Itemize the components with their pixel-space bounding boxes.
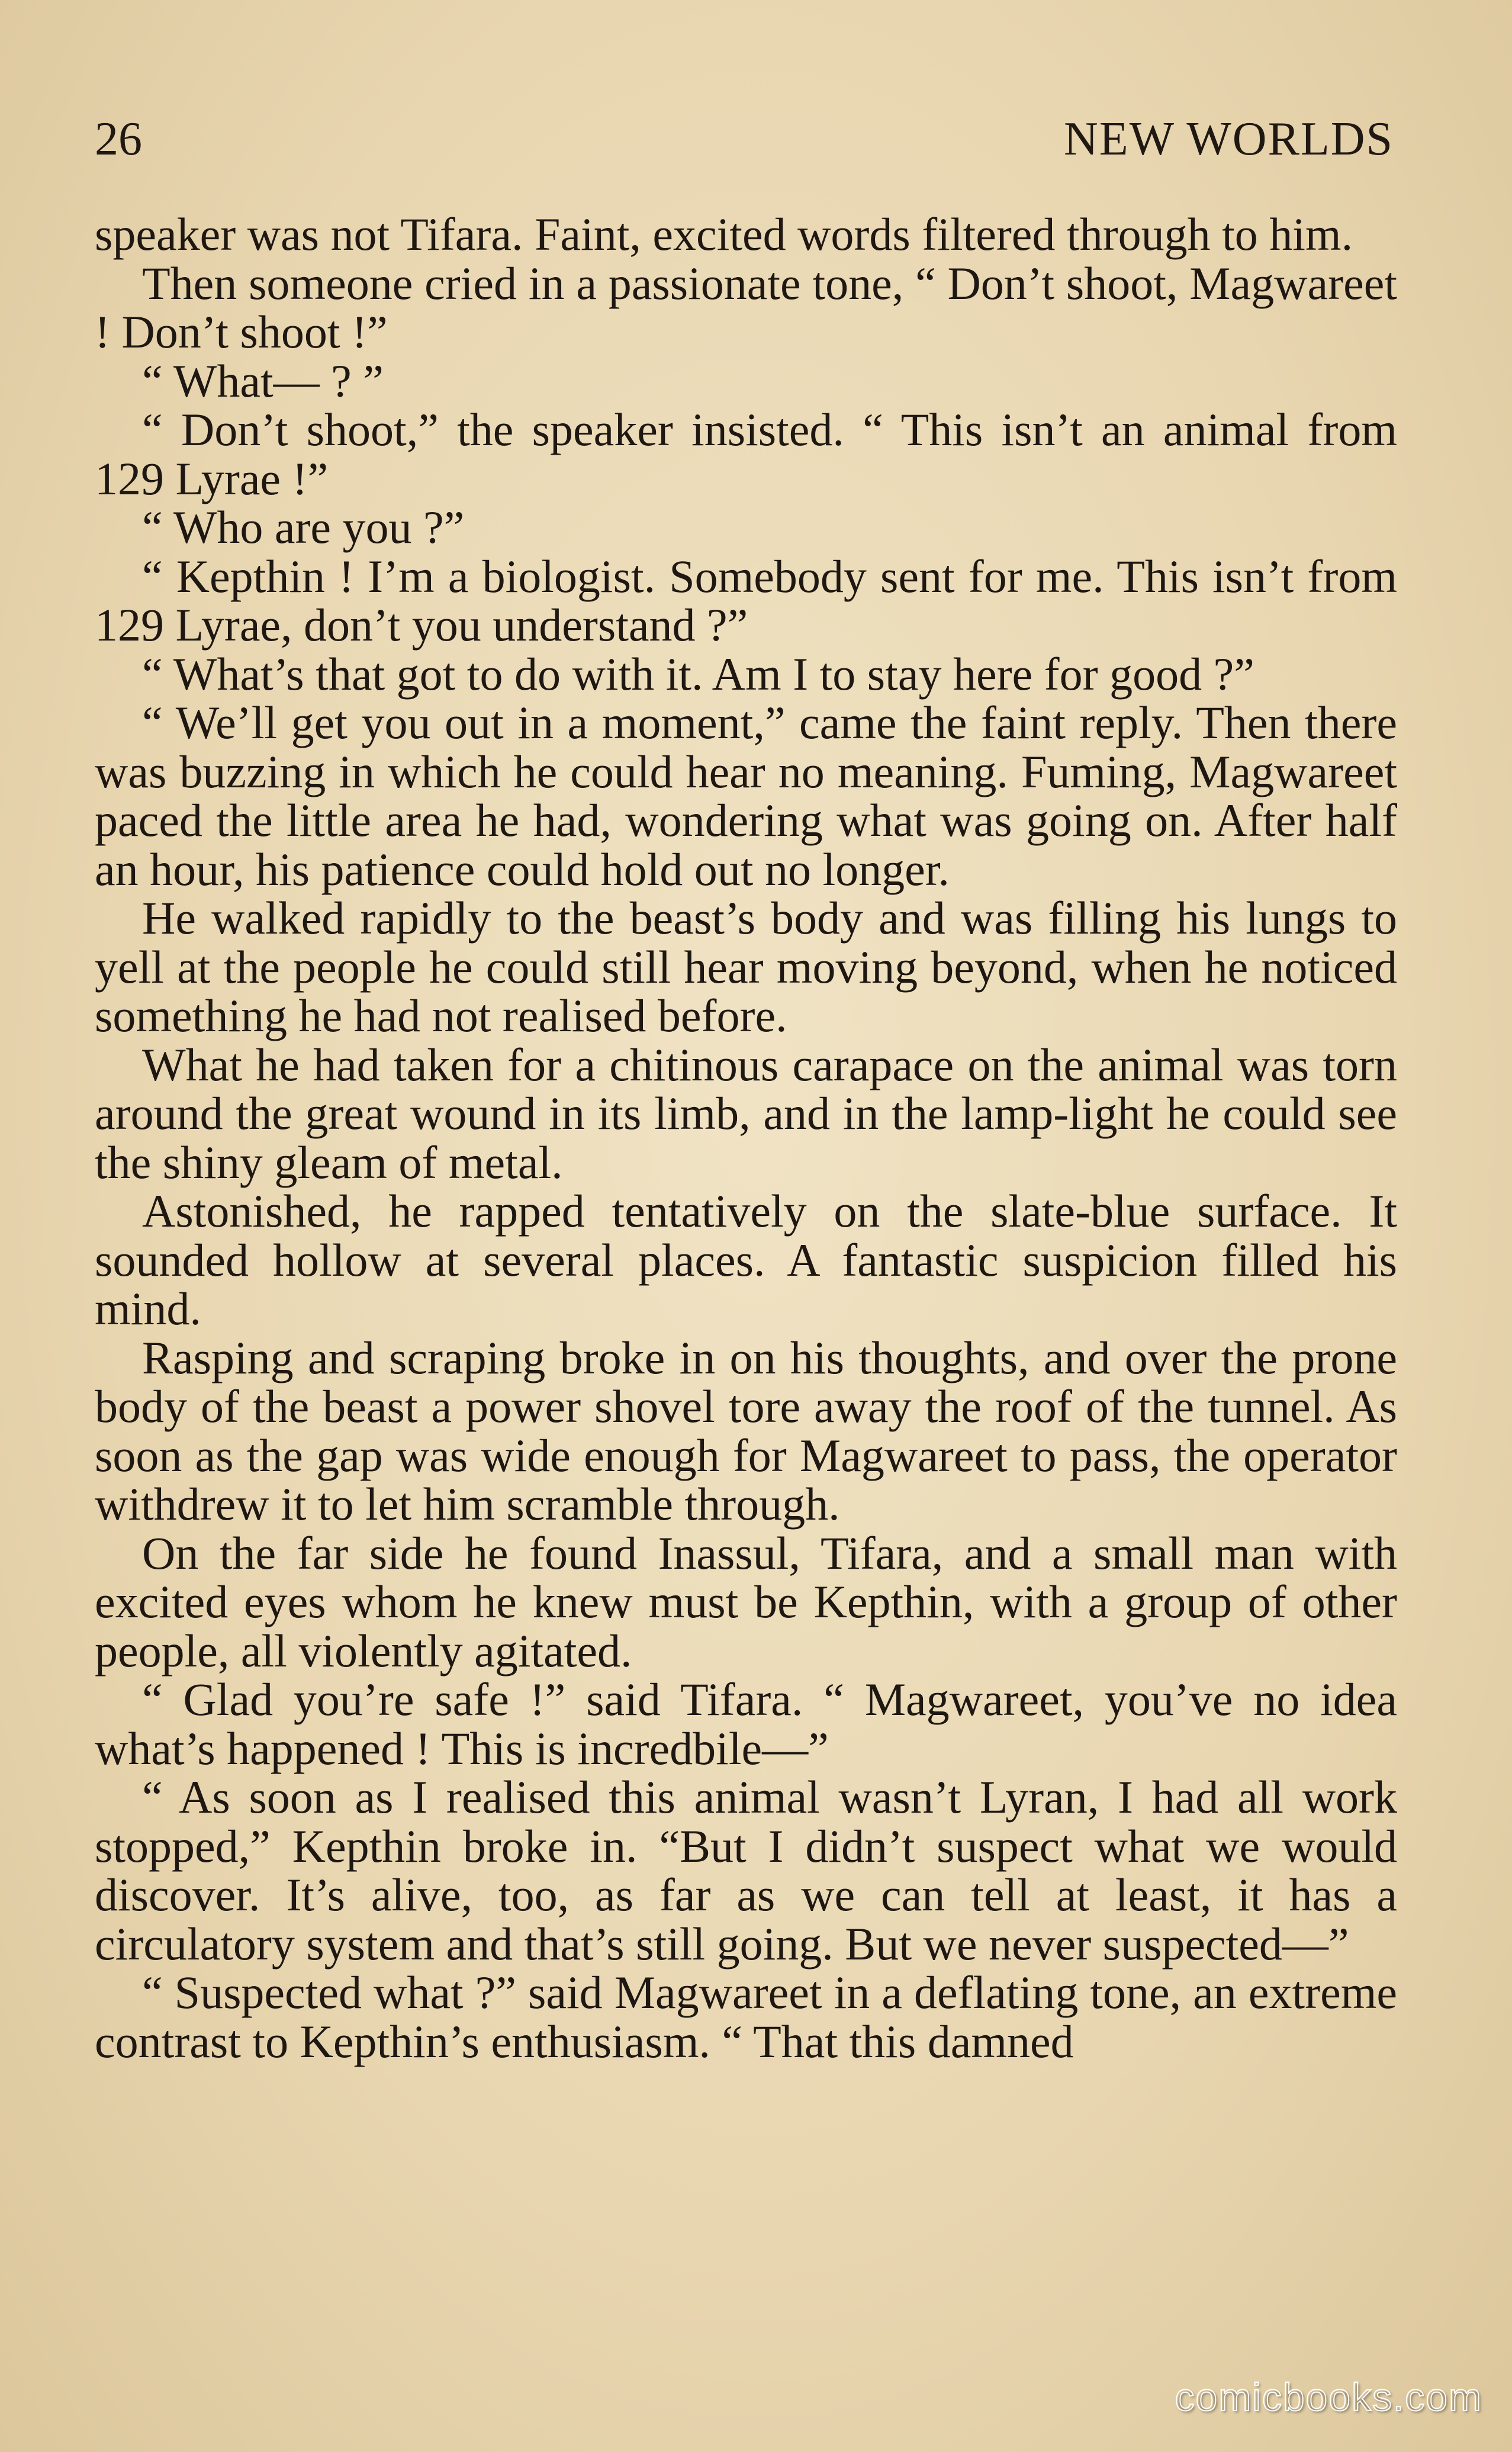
paragraph: “ As soon as I realised this animal wasn’t Lyran, I had all work stopped,” Kepthin broke in. “But I didn’t suspect what we would discover. It’s alive, too, as far as we can tell at least, it has a circulatory system and that’s still going. But we never suspected—” xyxy=(95,1771,1397,1970)
paragraph: speaker was not Tifara. Faint, excited words filtered through to him. xyxy=(95,208,1353,260)
paragraph: “ We’ll get you out in a moment,” came the faint reply. Then there was buzzing in which he could hear no meaning. Fuming, Magwareet paced the little area he had, wondering what was going on. After half an hour, his patience could hold out no longer. xyxy=(95,697,1397,895)
paragraph: On the far side he found Inassul, Tifara, and a small man with excited eyes whom he knew must be Kepthin, with a group of other people, all violently agitated. xyxy=(95,1527,1397,1677)
page-number: 26 xyxy=(95,113,142,165)
paragraph: Rasping and scraping broke in on his thoughts, and over the prone body of the beast a power shovel tore away the roof of the tunnel. As soon as the gap was wide enough for Magwareet to pass, the operator withdrew it to let him scramble through. xyxy=(95,1331,1397,1530)
paragraph: “ Don’t shoot,” the speaker insisted. “ This isn’t an animal from 129 Lyrae !” xyxy=(95,404,1397,504)
running-head: NEW WORLDS xyxy=(1063,113,1394,165)
paragraph: “ Kepthin ! I’m a biologist. Somebody sent for me. This isn’t from 129 Lyrae, don’t you understand ?” xyxy=(95,550,1397,651)
paragraph: “ What’s that got to do with it. Am I to stay here for good ?” xyxy=(142,648,1254,700)
page-header xyxy=(95,112,1394,178)
paragraph: “ Who are you ?” xyxy=(142,501,465,553)
paragraph: He walked rapidly to the beast’s body and was filling his lungs to yell at the people he could still hear moving beyond, when he noticed something he had not realised before. xyxy=(95,892,1397,1041)
watermark: comicbooks.com xyxy=(1175,2375,1482,2419)
paragraph: “ Suspected what ?” said Magwareet in a deflating tone, an extreme contrast to Kepthin’s enthusiasm. “ That this damned xyxy=(95,1967,1397,2067)
paragraph: What he had taken for a chitinous carapace on the animal was torn around the great wound in its limb, and in the lamp-light he could see the shiny gleam of metal. xyxy=(95,1038,1397,1188)
body-text xyxy=(95,210,1397,2066)
paragraph: Then someone cried in a passionate tone, “ Don’t shoot, Magwareet ! Don’t shoot !” xyxy=(95,257,1397,358)
paragraph: Astonished, he rapped tentatively on the slate-blue surface. It sounded hollow at several places. A fantastic suspicion filled his mind. xyxy=(95,1185,1397,1334)
paragraph: “ What— ? ” xyxy=(142,355,384,407)
paragraph: “ Glad you’re safe !” said Tifara. “ Magwareet, you’ve no idea what’s happened ! This is incredbile—” xyxy=(95,1674,1397,1774)
